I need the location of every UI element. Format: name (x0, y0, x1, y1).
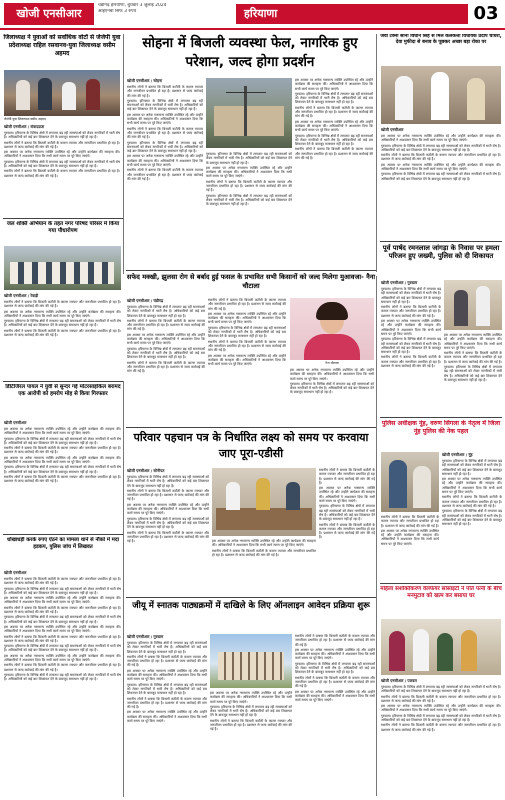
story-10-body (4, 570, 121, 796)
story-2-paragraph: स्थानीय लोगों ने बताया कि बिजली कटौती के कारण व्यापार और जनजीवन प्रभावित हो रहा है। प्रशासन से जल्द कार्रवाई की मांग की गई है। (295, 147, 373, 161)
story-11-paragraph: इस अवसर पर अनेक गणमान्य व्यक्ति उपस्थित रहे और उन्होंने कार्यक्रम की सराहना की। अधिकारियों ने आश्वासन दिया कि सभी कार्य समय पर पूरे किए जाएंगे। (127, 668, 207, 682)
story-11-paragraph: स्थानीय लोगों ने बताया कि बिजली कटौती के कारण व्यापार और जनजीवन प्रभावित हो रहा है। प्रशासन से जल्द कार्रवाई की मांग की गई है। (295, 634, 375, 647)
story-5-byline: खोजी एनसीआर / चंडीगढ़ (127, 298, 164, 303)
story-11-paragraph: गुरुग्राम। हरियाणा के विभिन्न क्षेत्रों में लगातार बढ़ रही समस्याओं को लेकर नागरिकों में भारी रोष है। अधिकारियों को कई बार शिकायत देने के बावजूद समाधान नहीं हो रहा है। (295, 661, 375, 675)
page-number: 03 (470, 2, 502, 26)
story-8-paragraph: स्थानीय लोगों ने बताया कि बिजली कटौती के कारण व्यापार और जनजीवन प्रभावित हो रहा है। प्रशासन से जल्द कार्रवाई की मांग की गई है। (127, 530, 209, 544)
story-8-paragraph: इस अवसर पर अनेक गणमान्य व्यक्ति उपस्थित रहे और उन्होंने कार्यक्रम की सराहना की। अधिकारियों ने आश्वासन दिया कि सभी कार्य समय पर पूरे किए जाएंगे। (319, 486, 375, 504)
story-3-paragraph: इस अवसर पर अनेक गणमान्य व्यक्ति उपस्थित रहे और उन्होंने कार्यक्रम की सराहना की। अधिकारियों ने आश्वासन दिया कि सभी कार्य समय पर पूरे किए जाएंगे। (381, 162, 501, 172)
story-9-paragraph: स्थानीय लोगों ने बताया कि बिजली कटौती के कारण व्यापार और जनजीवन प्रभावित हो रहा है। प्रशासन से जल्द कार्रवाई की मांग की गई है। (381, 515, 439, 528)
story-10-paragraph: इस अवसर पर अनेक गणमान्य व्यक्ति उपस्थित रहे और उन्होंने कार्यक्रम की सराहना की। अधिकारियों ने आश्वासन दिया कि सभी कार्य समय पर पूरे किए जाएंगे। (4, 596, 121, 605)
story-2-paragraph: गुरुग्राम। हरियाणा के विभिन्न क्षेत्रों में लगातार बढ़ रही समस्याओं को लेकर नागरिकों में भारी रोष है। अधिकारियों को कई बार शिकायत देने के बावजूद समाधान नहीं हो रहा है। (206, 152, 292, 165)
masthead-date: चंडीगढ़ हरियाणा, बुधवार 3 जुलाई 2024 (98, 3, 167, 8)
story-4-paragraph: स्थानीय लोगों ने बताया कि बिजली कटौती के कारण व्यापार और जनजीवन प्रभावित हो रहा है। प्रशासन से जल्द कार्रवाई की मांग की गई है। (4, 300, 121, 309)
story-11-body-b (210, 691, 292, 796)
section-rule (380, 417, 502, 418)
story-3-paragraph: स्थानीय लोगों ने बताया कि बिजली कटौती के कारण व्यापार और जनजीवन प्रभावित हो रहा है। प्रशासन से जल्द कार्रवाई की मांग की गई है। (381, 153, 501, 162)
story-8-paragraph: गुरुग्राम। हरियाणा के विभिन्न क्षेत्रों में लगातार बढ़ रही समस्याओं को लेकर नागरिकों में भारी रोष है। अधिकारियों को कई बार शिकायत देने के बावजूद समाधान नहीं हो रहा है। (319, 504, 375, 522)
story-2-paragraph: गुरुग्राम। हरियाणा के विभिन्न क्षेत्रों में लगातार बढ़ रही समस्याओं को लेकर नागरिकों में भारी रोष है। अधिकारियों को कई बार शिकायत देने के बावजूद समाधान नहीं हो रहा है। (127, 140, 203, 154)
story-5-paragraph: गुरुग्राम। हरियाणा के विभिन्न क्षेत्रों में लगातार बढ़ रही समस्याओं को लेकर नागरिकों में भारी रोष है। अधिकारियों को कई बार शिकायत देने के बावजूद समाधान नहीं हो रहा है। (290, 381, 374, 395)
section-rule (126, 427, 376, 428)
story-12-body (381, 678, 501, 796)
story-2-body (127, 78, 203, 268)
story-10-paragraph: स्थानीय लोगों ने बताया कि बिजली कटौती के कारण व्यापार और जनजीवन प्रभावित हो रहा है। प्रशासन से जल्द कार्रवाई की मांग की गई है। (4, 605, 121, 615)
story-3-body (381, 127, 501, 239)
story-8-photo (212, 468, 316, 536)
story-3-paragraph: इस अवसर पर अनेक गणमान्य व्यक्ति उपस्थित रहे और उन्होंने कार्यक्रम की सराहना की। अधिकारियों ने आश्वासन दिया कि सभी कार्य समय पर पूरे किए जाएंगे। (381, 134, 501, 143)
story-6-photo (444, 280, 502, 330)
story-5-paragraph: इस अवसर पर अनेक गणमान्य व्यक्ति उपस्थित रहे और उन्होंने कार्यक्रम की सराहना की। अधिकारियों ने आश्वासन दिया कि सभी कार्य समय पर पूरे किए जाएंगे। (290, 368, 374, 381)
story-9-paragraph: इस अवसर पर अनेक गणमान्य व्यक्ति उपस्थित रहे और उन्होंने कार्यक्रम की सराहना की। अधिकारियों ने आश्वासन दिया कि सभी कार्य समय पर पूरे किए जाएंगे। (381, 528, 439, 546)
story-5-paragraph: इस अवसर पर अनेक गणमान्य व्यक्ति उपस्थित रहे और उन्होंने कार्यक्रम की सराहना की। अधिकारियों ने आश्वासन दिया कि सभी कार्य समय पर पूरे किए जाएंगे। (208, 311, 286, 325)
story-2-paragraph: स्थानीय लोगों ने बताया कि बिजली कटौती के कारण व्यापार और जनजीवन प्रभावित हो रहा है। प्रशासन से जल्द कार्रवाई की मांग की गई है। (295, 105, 373, 119)
section-rule (126, 270, 376, 271)
story-1-paragraph: स्थानीय लोगों ने बताया कि बिजली कटौती के कारण व्यापार और जनजीवन प्रभावित हो रहा है। प्रशासन से जल्द कार्रवाई की मांग की गई है। (4, 140, 120, 149)
story-4-headline: जल शक्ति अभियान के तहत नगर परिषद परिसर में किया गया पौधारोपण (6, 221, 120, 234)
story-6-headline: पूर्व पार्षद रमनलाल जांगड़ा के निवास पर हमला परिजन हुए जख्मी, पुलिस को दी शिकायत (382, 244, 500, 260)
story-7-paragraph: इस अवसर पर अनेक गणमान्य व्यक्ति उपस्थित रहे और उन्होंने कार्यक्रम की सराहना की। अधिकारियों ने आश्वासन दिया कि सभी कार्य समय पर पूरे किए जाएंगे। (4, 427, 121, 436)
story-2-body-b (206, 152, 292, 268)
story-1-photo (4, 70, 120, 116)
story-2-paragraph: इस अवसर पर अनेक गणमान्य व्यक्ति उपस्थित रहे और उन्होंने कार्यक्रम की सराहना की। अधिकारियों ने आश्वासन दिया कि सभी कार्य समय पर पूरे किए जाएंगे। (295, 119, 373, 133)
story-8-body (127, 468, 209, 594)
story-6-byline: खोजी एनसीआर / गुरुग्राम (381, 280, 418, 285)
story-5-body-c (290, 368, 374, 424)
story-5-caption: नैना चौटाला (325, 361, 339, 365)
story-10-byline: खोजी एनसीआर (4, 570, 27, 575)
story-5-paragraph: इस अवसर पर अनेक गणमान्य व्यक्ति उपस्थित रहे और उन्होंने कार्यक्रम की सराहना की। अधिकारियों ने आश्वासन दिया कि सभी कार्य समय पर पूरे किए जाएंगे। (127, 332, 205, 346)
story-4-paragraph: स्थानीय लोगों ने बताया कि बिजली कटौती के कारण व्यापार और जनजीवन प्रभावित हो रहा है। प्रशासन से जल्द कार्रवाई की मांग की गई है। (4, 328, 121, 338)
story-2-paragraph: स्थानीय लोगों ने बताया कि बिजली कटौती के कारण व्यापार और जनजीवन प्रभावित हो रहा है। प्रशासन से जल्द कार्रवाई की मांग की गई है। (127, 126, 203, 140)
story-4-paragraph: इस अवसर पर अनेक गणमान्य व्यक्ति उपस्थित रहे और उन्होंने कार्यक्रम की सराहना की। अधिकारियों ने आश्वासन दिया कि सभी कार्य समय पर पूरे किए जाएंगे। (4, 309, 121, 318)
story-7-paragraph: स्थानीय लोगों ने बताया कि बिजली कटौती के कारण व्यापार और जनजीवन प्रभावित हो रहा है। प्रशासन से जल्द कार्रवाई की मांग की गई है। (4, 474, 121, 484)
story-1-body (4, 124, 120, 216)
story-12-paragraph: गुरुग्राम। हरियाणा के विभिन्न क्षेत्रों में लगातार बढ़ रही समस्याओं को लेकर नागरिकों में भारी रोष है। अधिकारियों को कई बार शिकायत देने के बावजूद समाधान नहीं हो रहा है। (381, 713, 501, 723)
story-11-paragraph: इस अवसर पर अनेक गणमान्य व्यक्ति उपस्थित रहे और उन्होंने कार्यक्रम की सराहना की। अधिकारियों ने आश्वासन दिया कि सभी कार्य समय पर पूरे किए जाएंगे। (295, 647, 375, 661)
story-10-paragraph: इस अवसर पर अनेक गणमान्य व्यक्ति उपस्थित रहे और उन्होंने कार्यक्रम की सराहना की। अधिकारियों ने आश्वासन दिया कि सभी कार्य समय पर पूरे किए जाएंगे। (4, 624, 121, 634)
story-3-photo (381, 66, 501, 124)
story-5-body-b (208, 298, 286, 424)
story-1-paragraph: स्थानीय लोगों ने बताया कि बिजली कटौती के कारण व्यापार और जनजीवन प्रभावित हो रहा है। प्रशासन से जल्द कार्रवाई की मांग की गई है। (4, 169, 120, 178)
story-6-paragraph: स्थानीय लोगों ने बताया कि बिजली कटौती के कारण व्यापार और जनजीवन प्रभावित हो रहा है। प्रशासन से जल्द कार्रवाई की मांग की गई है। (381, 305, 441, 318)
story-10-paragraph: गुरुग्राम। हरियाणा के विभिन्न क्षेत्रों में लगातार बढ़ रही समस्याओं को लेकर नागरिकों में भारी रोष है। अधिकारियों को कई बार शिकायत देने के बावजूद समाधान नहीं हो रहा है। (4, 672, 121, 682)
story-7-paragraph: गुरुग्राम। हरियाणा के विभिन्न क्षेत्रों में लगातार बढ़ रही समस्याओं को लेकर नागरिकों में भारी रोष है। अधिकारियों को कई बार शिकायत देने के बावजूद समाधान नहीं हो रहा है। (4, 436, 121, 445)
story-10-paragraph: गुरुग्राम। हरियाणा के विभिन्न क्षेत्रों में लगातार बढ़ रही समस्याओं को लेकर नागरिकों में भारी रोष है। अधिकारियों को कई बार शिकायत देने के बावजूद समाधान नहीं हो रहा है। (4, 644, 121, 653)
story-5-paragraph: स्थानीय लोगों ने बताया कि बिजली कटौती के कारण व्यापार और जनजीवन प्रभावित हो रहा है। प्रशासन से जल्द कार्रवाई की मांग की गई है। (208, 298, 286, 311)
story-9-body (442, 452, 502, 580)
story-2-paragraph: स्थानीय लोगों ने बताया कि बिजली कटौती के कारण व्यापार और जनजीवन प्रभावित हो रहा है। प्रशासन से जल्द कार्रवाई की मांग की गई है। (127, 85, 203, 98)
story-1-paragraph: गुरुग्राम। हरियाणा के विभिन्न क्षेत्रों में लगातार बढ़ रही समस्याओं को लेकर नागरिकों में भारी रोष है। अधिकारियों को कई बार शिकायत देने के बावजूद समाधान नहीं हो रहा है। (4, 159, 120, 169)
story-6-paragraph: इस अवसर पर अनेक गणमान्य व्यक्ति उपस्थित रहे और उन्होंने कार्यक्रम की सराहना की। अधिकारियों ने आश्वासन दिया कि सभी कार्य समय पर पूरे किए जाएंगे। (381, 319, 441, 336)
story-8-paragraph: इस अवसर पर अनेक गणमान्य व्यक्ति उपस्थित रहे और उन्होंने कार्यक्रम की सराहना की। अधिकारियों ने आश्वासन दिया कि सभी कार्य समय पर पूरे किए जाएंगे। (212, 539, 316, 548)
story-10-paragraph: स्थानीय लोगों ने बताया कि बिजली कटौती के कारण व्यापार और जनजीवन प्रभावित हो रहा है। प्रशासन से जल्द कार्रवाई की मांग की गई है। (4, 634, 121, 643)
story-4-photo (4, 246, 121, 290)
story-8-byline: खोजी एनसीआर / सोनीपत (127, 468, 165, 473)
section-rule (126, 597, 376, 598)
story-5-paragraph: इस अवसर पर अनेक गणमान्य व्यक्ति उपस्थित रहे और उन्होंने कार्यक्रम की सराहना की। अधिकारियों ने आश्वासन दिया कि सभी कार्य समय पर पूरे किए जाएंगे। (208, 353, 286, 367)
story-8-paragraph: स्थानीय लोगों ने बताया कि बिजली कटौती के कारण व्यापार और जनजीवन प्रभावित हो रहा है। प्रशासन से जल्द कार्रवाई की मांग की गई है। (319, 468, 375, 485)
section-rule (380, 583, 502, 584)
story-3-headline: जेवी टेक्नो सोना विधान सिंह से मिले कलकत्ता विधायक प्रदीप चौधरी, देवा मुफीदा से बनाव के पूछकर अच्छा बड़ा रोका पर (380, 34, 502, 46)
story-11-body-c (295, 634, 375, 796)
story-2-paragraph: गुरुग्राम। हरियाणा के विभिन्न क्षेत्रों में लगातार बढ़ रही समस्याओं को लेकर नागरिकों में भारी रोष है। अधिकारियों को कई बार शिकायत देने के बावजूद समाधान नहीं हो रहा है। (295, 91, 373, 105)
story-9-body-b (381, 515, 439, 580)
story-2-paragraph: इस अवसर पर अनेक गणमान्य व्यक्ति उपस्थित रहे और उन्होंने कार्यक्रम की सराहना की। अधिकारियों ने आश्वासन दिया कि सभी कार्य समय पर पूरे किए जाएंगे। (127, 112, 203, 126)
story-11-paragraph: इस अवसर पर अनेक गणमान्य व्यक्ति उपस्थित रहे और उन्होंने कार्यक्रम की सराहना की। अधिकारियों ने आश्वासन दिया कि सभी कार्य समय पर पूरे किए जाएंगे। (127, 710, 207, 724)
story-6-paragraph: स्थानीय लोगों ने बताया कि बिजली कटौती के कारण व्यापार और जनजीवन प्रभावित हो रहा है। प्रशासन से जल्द कार्रवाई की मांग की गई है। (444, 351, 502, 364)
story-2-paragraph: इस अवसर पर अनेक गणमान्य व्यक्ति उपस्थित रहे और उन्होंने कार्यक्रम की सराहना की। अधिकारियों ने आश्वासन दिया कि सभी कार्य समय पर पूरे किए जाएंगे। (206, 165, 292, 179)
story-6-body-b (444, 333, 502, 414)
column-rule (376, 276, 377, 796)
newspaper-logo: खोजी एनसीआर (4, 3, 94, 25)
story-11-paragraph: स्थानीय लोगों ने बताया कि बिजली कटौती के कारण व्यापार और जनजीवन प्रभावित हो रहा है। प्रशासन से जल्द कार्रवाई की मांग की गई है। (210, 718, 292, 732)
story-7-paragraph: गुरुग्राम। हरियाणा के विभिन्न क्षेत्रों में लगातार बढ़ रही समस्याओं को लेकर नागरिकों में भारी रोष है। अधिकारियों को कई बार शिकायत देने के बावजूद समाधान नहीं हो रहा है। (4, 465, 121, 474)
story-10-paragraph: स्थानीय लोगों ने बताया कि बिजली कटौती के कारण व्यापार और जनजीवन प्रभावित हो रहा है। प्रशासन से जल्द कार्रवाई की मांग की गई है। (4, 577, 121, 586)
story-4-paragraph: गुरुग्राम। हरियाणा के विभिन्न क्षेत्रों में लगातार बढ़ रही समस्याओं को लेकर नागरिकों में भारी रोष है। अधिकारियों को कई बार शिकायत देने के बावजूद समाधान नहीं हो रहा है। (4, 319, 121, 328)
story-12-paragraph: स्थानीय लोगों ने बताया कि बिजली कटौती के कारण व्यापार और जनजीवन प्रभावित हो रहा है। प्रशासन से जल्द कार्रवाई की मांग की गई है। (381, 694, 501, 703)
story-7-body (4, 420, 121, 532)
story-5-paragraph: स्थानीय लोगों ने बताया कि बिजली कटौती के कारण व्यापार और जनजीवन प्रभावित हो रहा है। प्रशासन से जल्द कार्रवाई की मांग की गई है। (208, 339, 286, 353)
story-10-paragraph: गुरुग्राम। हरियाणा के विभिन्न क्षेत्रों में लगातार बढ़ रही समस्याओं को लेकर नागरिकों में भारी रोष है। अधिकारियों को कई बार शिकायत देने के बावजूद समाधान नहीं हो रहा है। (4, 615, 121, 624)
story-12-paragraph: इस अवसर पर अनेक गणमान्य व्यक्ति उपस्थित रहे और उन्होंने कार्यक्रम की सराहना की। अधिकारियों ने आश्वासन दिया कि सभी कार्य समय पर पूरे किए जाएंगे। (381, 704, 501, 713)
story-7-paragraph: इस अवसर पर अनेक गणमान्य व्यक्ति उपस्थित रहे और उन्होंने कार्यक्रम की सराहना की। अधिकारियों ने आश्वासन दिया कि सभी कार्य समय पर पूरे किए जाएंगे। (4, 455, 121, 465)
story-9-paragraph: गुरुग्राम। हरियाणा के विभिन्न क्षेत्रों में लगातार बढ़ रही समस्याओं को लेकर नागरिकों में भारी रोष है। अधिकारियों को कई बार शिकायत देने के बावजूद समाधान नहीं हो रहा है। (442, 459, 502, 476)
story-9-photo (381, 452, 439, 512)
story-2-paragraph: गुरुग्राम। हरियाणा के विभिन्न क्षेत्रों में लगातार बढ़ रही समस्याओं को लेकर नागरिकों में भारी रोष है। अधिकारियों को कई बार शिकायत देने के बावजूद समाधान नहीं हो रहा है। (295, 133, 373, 147)
story-5-paragraph: गुरुग्राम। हरियाणा के विभिन्न क्षेत्रों में लगातार बढ़ रही समस्याओं को लेकर नागरिकों में भारी रोष है। अधिकारियों को कई बार शिकायत देने के बावजूद समाधान नहीं हो रहा है। (127, 346, 205, 360)
story-7-headline: डिटिजिरल पायल ने युवी से सुन्दर गई मोटरसाइकिल बरामद एक आरोपी को हमरोप मोह से किया गिरफ्तार (5, 384, 121, 397)
story-5-portrait (290, 298, 374, 360)
story-11-photo (210, 634, 292, 688)
story-8-paragraph: स्थानीय लोगों ने बताया कि बिजली कटौती के कारण व्यापार और जनजीवन प्रभावित हो रहा है। प्रशासन से जल्द कार्रवाई की मांग की गई है। (319, 522, 375, 540)
story-2-headline: सोहना में बिजली व्यवस्था फेल, नागरिक हुए परेशान, जल्द होगा प्रदर्शन (142, 35, 358, 70)
story-2-paragraph: इस अवसर पर अनेक गणमान्य व्यक्ति उपस्थित रहे और उन्होंने कार्यक्रम की सराहना की। अधिकारियों ने आश्वासन दिया कि सभी कार्य समय पर पूरे किए जाएंगे। (295, 78, 373, 91)
story-6-paragraph: गुरुग्राम। हरियाणा के विभिन्न क्षेत्रों में लगातार बढ़ रही समस्याओं को लेकर नागरिकों में भारी रोष है। अधिकारियों को कई बार शिकायत देने के बावजूद समाधान नहीं हो रहा है। (381, 337, 441, 355)
story-2-paragraph: स्थानीय लोगों ने बताया कि बिजली कटौती के कारण व्यापार और जनजीवन प्रभावित हो रहा है। प्रशासन से जल्द कार्रवाई की मांग की गई है। (127, 168, 203, 181)
story-5-paragraph: स्थानीय लोगों ने बताया कि बिजली कटौती के कारण व्यापार और जनजीवन प्रभावित हो रहा है। प्रशासन से जल्द कार्रवाई की मांग की गई है। (127, 318, 205, 332)
story-11-paragraph: गुरुग्राम। हरियाणा के विभिन्न क्षेत्रों में लगातार बढ़ रही समस्याओं को लेकर नागरिकों में भारी रोष है। अधिकारियों को कई बार शिकायत देने के बावजूद समाधान नहीं हो रहा है। (127, 682, 207, 696)
story-2-body-c (295, 78, 373, 268)
story-2-photo (206, 78, 292, 148)
story-11-paragraph: गुरुग्राम। हरियाणा के विभिन्न क्षेत्रों में लगातार बढ़ रही समस्याओं को लेकर नागरिकों में भारी रोष है। अधिकारियों को कई बार शिकायत देने के बावजूद समाधान नहीं हो रहा है। (210, 704, 292, 718)
story-7-byline: खोजी एनसीआर (4, 420, 27, 425)
story-11-paragraph: इस अवसर पर अनेक गणमान्य व्यक्ति उपस्थित रहे और उन्होंने कार्यक्रम की सराहना की। अधिकारियों ने आश्वासन दिया कि सभी कार्य समय पर पूरे किए जाएंगे। (210, 691, 292, 704)
masthead (0, 0, 505, 30)
story-1-caption: जेजेपी युवा जिलाध्यक्ष वसीम अहमद (4, 117, 46, 121)
story-6-paragraph: गुरुग्राम। हरियाणा के विभिन्न क्षेत्रों में लगातार बढ़ रही समस्याओं को लेकर नागरिकों में भारी रोष है। अधिकारियों को कई बार शिकायत देने के बावजूद समाधान नहीं हो रहा है। (381, 287, 441, 304)
story-5-paragraph: गुरुग्राम। हरियाणा के विभिन्न क्षेत्रों में लगातार बढ़ रही समस्याओं को लेकर नागरिकों में भारी रोष है। अधिकारियों को कई बार शिकायत देने के बावजूद समाधान नहीं हो रहा है। (127, 305, 205, 318)
story-5-paragraph: गुरुग्राम। हरियाणा के विभिन्न क्षेत्रों में लगातार बढ़ रही समस्याओं को लेकर नागरिकों में भारी रोष है। अधिकारियों को कई बार शिकायत देने के बावजूद समाधान नहीं हो रहा है। (208, 325, 286, 339)
story-2-paragraph: स्थानीय लोगों ने बताया कि बिजली कटौती के कारण व्यापार और जनजीवन प्रभावित हो रहा है। प्रशासन से जल्द कार्रवाई की मांग की गई है। (206, 179, 292, 193)
story-1-headline: जिलाध्यक्ष ने युवाओं को सर्वाधिक वोटों से जेजेपी युवा प्रदेशाध्यक्ष राहिल रसवानव-युवा जिलाध्यक्ष वसीम अहमद (3, 34, 121, 57)
column-rule (376, 34, 377, 272)
story-3-byline: खोजी एनसीआर (381, 127, 404, 132)
story-11-paragraph: स्थानीय लोगों ने बताया कि बिजली कटौती के कारण व्यापार और जनजीवन प्रभावित हो रहा है। प्रशासन से जल्द कार्रवाई की मांग की गई है। (127, 654, 207, 668)
story-8-paragraph: इस अवसर पर अनेक गणमान्य व्यक्ति उपस्थित रहे और उन्होंने कार्यक्रम की सराहना की। अधिकारियों ने आश्वासन दिया कि सभी कार्य समय पर पूरे किए जाएंगे। (127, 502, 209, 516)
story-10-headline: धोखाधड़ी करके रुपए ऐंठने का मामला थाने से नौकों में मदा हडकप, पुलिस जांच में लिखवत (7, 537, 119, 550)
section-label: हरियाणा (236, 4, 468, 24)
story-4-body (4, 293, 121, 379)
section-rule (3, 218, 123, 219)
story-2-byline: खोजी एनसीआर / सोहना (127, 78, 163, 83)
story-11-paragraph: स्थानीय लोगों ने बताया कि बिजली कटौती के कारण व्यापार और जनजीवन प्रभावित हो रहा है। प्रशासन से जल्द कार्रवाई की मांग की गई है। (127, 696, 207, 710)
story-7-paragraph: स्थानीय लोगों ने बताया कि बिजली कटौती के कारण व्यापार और जनजीवन प्रभावित हो रहा है। प्रशासन से जल्द कार्रवाई की मांग की गई है। (4, 446, 121, 455)
story-9-paragraph: इस अवसर पर अनेक गणमान्य व्यक्ति उपस्थित रहे और उन्होंने कार्यक्रम की सराहना की। अधिकारियों ने आश्वासन दिया कि सभी कार्य समय पर पूरे किए जाएंगे। (442, 477, 502, 495)
story-12-photo (381, 619, 501, 675)
column-rule (123, 381, 124, 797)
story-5-body (127, 298, 205, 424)
story-1-paragraph: इस अवसर पर अनेक गणमान्य व्यक्ति उपस्थित रहे और उन्होंने कार्यक्रम की सराहना की। अधिकारियों ने आश्वासन दिया कि सभी कार्य समय पर पूरे किए जाएंगे। (4, 150, 120, 159)
story-11-headline: जीयू में स्नातक पाठ्यक्रमों में दाखिले के लिए ऑनलाइन आवेदन प्रक्रिया शुरू (132, 601, 370, 611)
story-3-paragraph: गुरुग्राम। हरियाणा के विभिन्न क्षेत्रों में लगातार बढ़ रही समस्याओं को लेकर नागरिकों में भारी रोष है। अधिकारियों को कई बार शिकायत देने के बावजूद समाधान नहीं हो रहा है। (381, 143, 501, 152)
story-11-paragraph: इस अवसर पर अनेक गणमान्य व्यक्ति उपस्थित रहे और उन्होंने कार्यक्रम की सराहना की। अधिकारियों ने आश्वासन दिया कि सभी कार्य समय पर पूरे किए जाएंगे। (295, 689, 375, 703)
story-8-paragraph: स्थानीय लोगों ने बताया कि बिजली कटौती के कारण व्यापार और जनजीवन प्रभावित हो रहा है। प्रशासन से जल्द कार्रवाई की मांग की गई है। (127, 488, 209, 502)
story-5-paragraph: स्थानीय लोगों ने बताया कि बिजली कटौती के कारण व्यापार और जनजीवन प्रभावित हो रहा है। प्रशासन से जल्द कार्रवाई की मांग की गई है। (127, 360, 205, 374)
story-12-headline: महिला सशक्तिकरण वेलफेयर सोसाइटी ने पति पत्नी के बीच मनमुटाव को खत्म कर बसाया घर (380, 586, 502, 600)
story-9-paragraph: स्थानीय लोगों ने बताया कि बिजली कटौती के कारण व्यापार और जनजीवन प्रभावित हो रहा है। प्रशासन से जल्द कार्रवाई की मांग की गई है। (442, 495, 502, 508)
story-3-paragraph: गुरुग्राम। हरियाणा के विभिन्न क्षेत्रों में लगातार बढ़ रही समस्याओं को लेकर नागरिकों में भारी रोष है। अधिकारियों को कई बार शिकायत देने के बावजूद समाधान नहीं हो रहा है। (381, 172, 501, 181)
story-2-paragraph: गुरुग्राम। हरियाणा के विभिन्न क्षेत्रों में लगातार बढ़ रही समस्याओं को लेकर नागरिकों में भारी रोष है। अधिकारियों को कई बार शिकायत देने के बावजूद समाधान नहीं हो रहा है। (127, 98, 203, 112)
story-6-paragraph: स्थानीय लोगों ने बताया कि बिजली कटौती के कारण व्यापार और जनजीवन प्रभावित हो रहा है। प्रशासन से जल्द कार्रवाई की मांग की गई है। (381, 355, 441, 369)
story-9-byline: खोजी एनसीआर / नूंह (442, 452, 473, 457)
story-6-body (381, 280, 441, 414)
story-10-paragraph: इस अवसर पर अनेक गणमान्य व्यक्ति उपस्थित रहे और उन्होंने कार्यक्रम की सराहना की। अधिकारियों ने आश्वासन दिया कि सभी कार्य समय पर पूरे किए जाएंगे। (4, 653, 121, 663)
column-rule (123, 34, 124, 274)
section-rule (3, 381, 123, 382)
story-10-paragraph: स्थानीय लोगों ने बताया कि बिजली कटौती के कारण व्यापार और जनजीवन प्रभावित हो रहा है। प्रशासन से जल्द कार्रवाई की मांग की गई है। (4, 663, 121, 672)
story-6-paragraph: गुरुग्राम। हरियाणा के विभिन्न क्षेत्रों में लगातार बढ़ रही समस्याओं को लेकर नागरिकों में भारी रोष है। अधिकारियों को कई बार शिकायत देने के बावजूद समाधान नहीं हो रहा है। (444, 365, 502, 382)
story-1-byline: खोजी एनसीआर / संवाददाता (4, 124, 45, 129)
story-8-body-c (319, 468, 375, 594)
story-8-body-b (212, 539, 316, 594)
story-12-paragraph: गुरुग्राम। हरियाणा के विभिन्न क्षेत्रों में लगातार बढ़ रही समस्याओं को लेकर नागरिकों में भारी रोष है। अधिकारियों को कई बार शिकायत देने के बावजूद समाधान नहीं हो रहा है। (381, 685, 501, 694)
story-12-byline: खोजी एनसीआर / पलवल (381, 678, 417, 683)
story-9-headline: पुलिस अधीक्षक नूंह, वरुण सिंगला के नेतृत्व में जिला नूंह पुलिस की नेक पहल (381, 420, 501, 435)
masthead-price: आईएनबी सिर्फ 3 रुपये (98, 9, 137, 14)
story-11-byline: खोजी एनसीआर / गुरुग्राम (127, 634, 164, 639)
story-5-headline: सफेद मक्खी, झुलसा रोग से बर्बाद हुई फसल के प्रभावित सभी किसानों को जल्द मिलेगा मुआवजा- नैना चौटाला (126, 273, 376, 290)
story-8-paragraph: गुरुग्राम। हरियाणा के विभिन्न क्षेत्रों में लगातार बढ़ रही समस्याओं को लेकर नागरिकों में भारी रोष है। अधिकारियों को कई बार शिकायत देने के बावजूद समाधान नहीं हो रहा है। (127, 475, 209, 488)
story-8-paragraph: गुरुग्राम। हरियाणा के विभिन्न क्षेत्रों में लगातार बढ़ रही समस्याओं को लेकर नागरिकों में भारी रोष है। अधिकारियों को कई बार शिकायत देने के बावजूद समाधान नहीं हो रहा है। (127, 516, 209, 530)
story-4-byline: खोजी एनसीआर / रेवाड़ी (4, 293, 39, 298)
section-rule (380, 241, 502, 242)
story-1-paragraph: गुरुग्राम। हरियाणा के विभिन्न क्षेत्रों में लगातार बढ़ रही समस्याओं को लेकर नागरिकों में भारी रोष है। अधिकारियों को कई बार शिकायत देने के बावजूद समाधान नहीं हो रहा है। (4, 131, 120, 140)
story-10-paragraph: गुरुग्राम। हरियाणा के विभिन्न क्षेत्रों में लगातार बढ़ रही समस्याओं को लेकर नागरिकों में भारी रोष है। अधिकारियों को कई बार शिकायत देने के बावजूद समाधान नहीं हो रहा है। (4, 586, 121, 595)
story-6-paragraph: इस अवसर पर अनेक गणमान्य व्यक्ति उपस्थित रहे और उन्होंने कार्यक्रम की सराहना की। अधिकारियों ने आश्वासन दिया कि सभी कार्य समय पर पूरे किए जाएंगे। (444, 333, 502, 350)
masthead-info (98, 3, 238, 15)
story-11-body (127, 634, 207, 796)
story-8-headline: परिवार पहचान पत्र के निर्धारित लक्ष्य को समय पर करवाया जाए पूरा-एडीसी (133, 431, 369, 460)
story-12-paragraph: स्थानीय लोगों ने बताया कि बिजली कटौती के कारण व्यापार और जनजीवन प्रभावित हो रहा है। प्रशासन से जल्द कार्रवाई की मांग की गई है। (381, 723, 501, 732)
section-rule (3, 534, 123, 535)
story-2-paragraph: गुरुग्राम। हरियाणा के विभिन्न क्षेत्रों में लगातार बढ़ रही समस्याओं को लेकर नागरिकों में भारी रोष है। अधिकारियों को कई बार शिकायत देने के बावजूद समाधान नहीं हो रहा है। (206, 193, 292, 207)
story-11-paragraph: स्थानीय लोगों ने बताया कि बिजली कटौती के कारण व्यापार और जनजीवन प्रभावित हो रहा है। प्रशासन से जल्द कार्रवाई की मांग की गई है। (295, 675, 375, 689)
story-9-paragraph: गुरुग्राम। हरियाणा के विभिन्न क्षेत्रों में लगातार बढ़ रही समस्याओं को लेकर नागरिकों में भारी रोष है। अधिकारियों को कई बार शिकायत देने के बावजूद समाधान नहीं हो रहा है। (442, 509, 502, 527)
story-11-paragraph: गुरुग्राम। हरियाणा के विभिन्न क्षेत्रों में लगातार बढ़ रही समस्याओं को लेकर नागरिकों में भारी रोष है। अधिकारियों को कई बार शिकायत देने के बावजूद समाधान नहीं हो रहा है। (127, 641, 207, 654)
story-8-paragraph: स्थानीय लोगों ने बताया कि बिजली कटौती के कारण व्यापार और जनजीवन प्रभावित हो रहा है। प्रशासन से जल्द कार्रवाई की मांग की गई है। (212, 548, 316, 557)
story-2-paragraph: इस अवसर पर अनेक गणमान्य व्यक्ति उपस्थित रहे और उन्होंने कार्यक्रम की सराहना की। अधिकारियों ने आश्वासन दिया कि सभी कार्य समय पर पूरे किए जाएंगे। (127, 154, 203, 168)
